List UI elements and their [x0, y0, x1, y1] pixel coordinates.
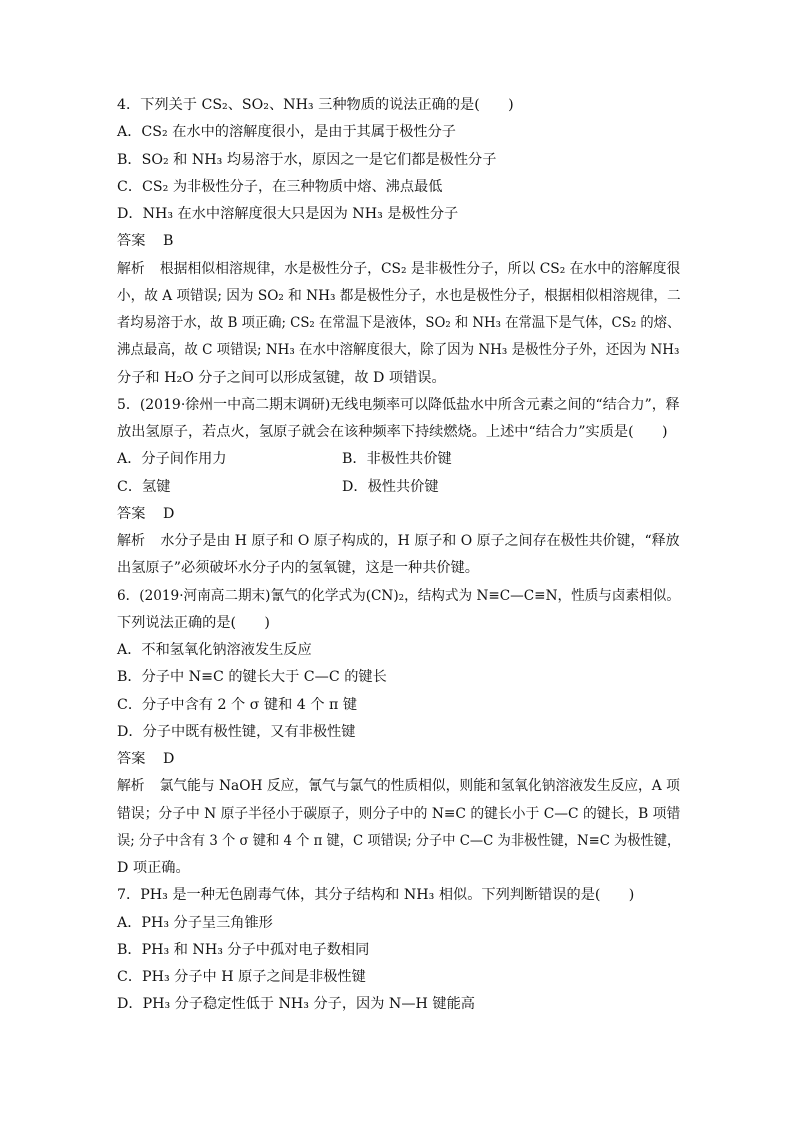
- q7-option-d: D．PH₃ 分子稳定性低于 NH₃ 分子，因为 N—H 键能高: [117, 996, 475, 1012]
- q6-option-a: A．不和氢氧化钠溶液发生反应: [117, 642, 312, 658]
- q6-answer-label: 答案: [117, 751, 146, 767]
- q4-answer-label: 答案: [117, 233, 146, 249]
- q6-answer-line: [117, 749, 174, 769]
- q5-answer-line: [117, 504, 174, 524]
- q4-answer-value: B: [163, 233, 174, 249]
- q5-answer-label: 答案: [117, 506, 146, 522]
- q4-explanation-text-1: 根据相似相溶规律，水是极性分子，CS₂ 是非极性分子，所以 CS₂ 在水中的溶解度很: [159, 261, 681, 277]
- q5-stem-line-2: 放出氢原子，若点火，氢原子就会在该种频率下持续燃烧。上述中“结合力”实质是( ): [117, 424, 668, 440]
- q7-option-c: C．PH₃ 分子中 H 原子之间是非极性键: [117, 969, 366, 985]
- q4-option-a: A．CS₂ 在水中的溶解度很小，是由于其属于极性分子: [117, 124, 456, 140]
- q6-stem-line-2: 下列说法正确的是( ): [117, 615, 270, 631]
- q4-explanation-line-4: 沸点最高，故 C 项错误; NH₃ 在水中溶解度很大，除了因为 NH₃ 是极性分子外，还因为 NH₃: [117, 342, 680, 358]
- q4-stem: 4．下列关于 CS₂、SO₂、NH₃ 三种物质的说法正确的是( ): [117, 97, 514, 113]
- q4-explanation-label: 解析: [117, 261, 145, 277]
- q4-answer-line: [117, 231, 173, 251]
- q6-explanation-label: 解析: [117, 778, 145, 794]
- q7-stem: 7．PH₃ 是一种无色剧毒气体，其分子结构和 NH₃ 相似。下列判断错误的是( ): [117, 887, 635, 903]
- q5-stem-line-1: 5．(2019·徐州一中高二期末调研)无线电频率可以降低盐水中所含元素之间的“结合力”，释: [117, 397, 680, 413]
- q7-option-b: B．PH₃ 和 NH₃ 分子中孤对电子数相同: [117, 942, 370, 958]
- q5-option-b: B．非极性共价键: [342, 451, 452, 467]
- q6-explanation-line-3: 误; 分子中含有 3 个 σ 键和 4 个 π 键，C 项错误; 分子中 C—C 为非极性键，N≡C 为极性键，: [117, 833, 681, 849]
- q6-explanation-line-2: 错误；分子中 N 原子半径小于碳原子，则分子中的 N≡C 的键长小于 C—C 的键长，B 项错: [117, 806, 681, 822]
- q5-explanation-line-2: 出氢原子”必须破坏水分子内的氢氧键，这是一种共价键。: [117, 560, 479, 576]
- q6-explanation-text-1: 氯气能与 NaOH 反应，氰气与氯气的性质相似，则能和氢氧化钠溶液发生反应，A 项: [159, 778, 680, 794]
- q6-option-c: C．分子中含有 2 个 σ 键和 4 个 π 键: [117, 697, 358, 713]
- q6-explanation-line-4: D 项正确。: [117, 860, 190, 876]
- q6-option-d: D．分子中既有极性键，又有非极性键: [117, 724, 356, 740]
- q5-answer-value: D: [163, 506, 175, 522]
- q4-explanation-line-1: [117, 259, 680, 279]
- q4-explanation-line-5: 分子和 H₂O 分子之间可以形成氢键，故 D 项错误。: [117, 370, 446, 386]
- q4-option-d: D．NH₃ 在水中溶解度很大只是因为 NH₃ 是极性分子: [117, 206, 459, 222]
- q5-explanation-label: 解析: [117, 533, 145, 549]
- q4-option-b: B．SO₂ 和 NH₃ 均易溶于水，原因之一是它们都是极性分子: [117, 152, 497, 168]
- q4-explanation-line-2: 小，故 A 项错误; 因为 SO₂ 和 NH₃ 都是极性分子，水也是极性分子，根据相似相溶规律，二: [117, 288, 681, 304]
- q7-option-a: A．PH₃ 分子呈三角锥形: [117, 915, 273, 931]
- q5-option-a: A．分子间作用力: [117, 451, 227, 467]
- q5-explanation-text-1: 水分子是由 H 原子和 O 原子构成的，H 原子和 O 原子之间存在极性共价键，“释放: [160, 533, 680, 549]
- q6-stem-line-1: 6．(2019·河南高二期末)氰气的化学式为(CN)₂，结构式为 N≡C—C≡N，性质与卤素相似。: [117, 588, 680, 604]
- q5-option-c: C．氢键: [117, 479, 171, 495]
- q5-option-d: D．极性共价键: [342, 479, 439, 495]
- q6-answer-value: D: [163, 751, 175, 767]
- q5-explanation-line-1: [117, 531, 680, 551]
- q4-explanation-line-3: 者均易溶于水，故 B 项正确; CS₂ 在常温下是液体，SO₂ 和 NH₃ 在常温下是气体，CS₂ 的熔、: [117, 315, 681, 331]
- q6-explanation-line-1: [117, 776, 680, 796]
- q4-option-c: C．CS₂ 为非极性分子，在三种物质中熔、沸点最低: [117, 179, 443, 195]
- q6-option-b: B．分子中 N≡C 的键长大于 C—C 的键长: [117, 669, 387, 685]
